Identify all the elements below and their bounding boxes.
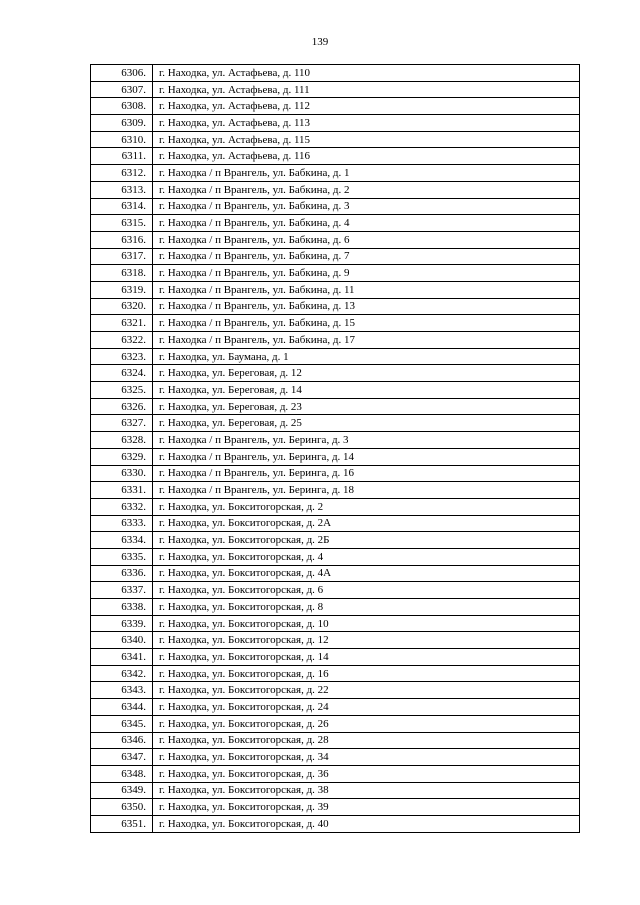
row-number: 6350.	[91, 799, 153, 816]
row-address: г. Находка / п Врангель, ул. Бабкина, д. 7	[153, 248, 580, 265]
row-number: 6336.	[91, 565, 153, 582]
row-number: 6323.	[91, 348, 153, 365]
row-address: г. Находка / п Врангель, ул. Бабкина, д. 3	[153, 198, 580, 215]
row-number: 6306.	[91, 65, 153, 82]
row-address: г. Находка / п Врангель, ул. Бабкина, д. 13	[153, 298, 580, 315]
row-address: г. Находка / п Врангель, ул. Беринга, д. 16	[153, 465, 580, 482]
row-address: г. Находка, ул. Астафьева, д. 112	[153, 98, 580, 115]
table-row	[91, 298, 580, 315]
row-address: г. Находка, ул. Бокситогорская, д. 2	[153, 498, 580, 515]
row-address: г. Находка / п Врангель, ул. Беринга, д. 14	[153, 448, 580, 465]
row-number: 6348.	[91, 765, 153, 782]
row-number: 6334.	[91, 532, 153, 549]
row-number: 6341.	[91, 649, 153, 666]
table-row	[91, 215, 580, 232]
row-address: г. Находка / п Врангель, ул. Бабкина, д. 17	[153, 332, 580, 349]
table-row	[91, 231, 580, 248]
row-address: г. Находка, ул. Астафьева, д. 116	[153, 148, 580, 165]
row-address: г. Находка, ул. Астафьева, д. 113	[153, 115, 580, 132]
row-number: 6309.	[91, 115, 153, 132]
table-row	[91, 582, 580, 599]
row-address: г. Находка / п Врангель, ул. Бабкина, д. 15	[153, 315, 580, 332]
table-row	[91, 448, 580, 465]
address-table	[90, 64, 580, 833]
table-row	[91, 131, 580, 148]
table-row	[91, 815, 580, 832]
row-number: 6335.	[91, 548, 153, 565]
row-number: 6338.	[91, 599, 153, 616]
table-row	[91, 632, 580, 649]
row-number: 6324.	[91, 365, 153, 382]
row-address: г. Находка, ул. Бокситогорская, д. 14	[153, 649, 580, 666]
row-number: 6343.	[91, 682, 153, 699]
row-address: г. Находка, ул. Бокситогорская, д. 36	[153, 765, 580, 782]
row-address: г. Находка, ул. Бокситогорская, д. 12	[153, 632, 580, 649]
table-row	[91, 599, 580, 616]
row-address: г. Находка, ул. Астафьева, д. 115	[153, 131, 580, 148]
table-row	[91, 281, 580, 298]
table-row	[91, 115, 580, 132]
row-address: г. Находка, ул. Бокситогорская, д. 26	[153, 715, 580, 732]
table-row	[91, 248, 580, 265]
row-address: г. Находка, ул. Бокситогорская, д. 38	[153, 782, 580, 799]
row-number: 6315.	[91, 215, 153, 232]
row-address: г. Находка / п Врангель, ул. Бабкина, д. 6	[153, 231, 580, 248]
row-number: 6325.	[91, 382, 153, 399]
row-address: г. Находка, ул. Бокситогорская, д. 8	[153, 599, 580, 616]
row-number: 6331.	[91, 482, 153, 499]
table-row	[91, 482, 580, 499]
table-row	[91, 365, 580, 382]
row-number: 6317.	[91, 248, 153, 265]
row-address: г. Находка, ул. Бокситогорская, д. 22	[153, 682, 580, 699]
table-row	[91, 782, 580, 799]
table-row	[91, 515, 580, 532]
row-number: 6308.	[91, 98, 153, 115]
page-number: 139	[311, 36, 329, 48]
row-address: г. Находка, ул. Бокситогорская, д. 2А	[153, 515, 580, 532]
table-row	[91, 148, 580, 165]
table-row	[91, 615, 580, 632]
table-row	[91, 332, 580, 349]
row-number: 6329.	[91, 448, 153, 465]
row-address: г. Находка / п Врангель, ул. Бабкина, д. 2	[153, 181, 580, 198]
row-number: 6314.	[91, 198, 153, 215]
row-number: 6344.	[91, 699, 153, 716]
row-address: г. Находка / п Врангель, ул. Беринга, д. 3	[153, 432, 580, 449]
row-number: 6327.	[91, 415, 153, 432]
row-number: 6320.	[91, 298, 153, 315]
table-row	[91, 732, 580, 749]
table-row	[91, 81, 580, 98]
row-number: 6326.	[91, 398, 153, 415]
row-address: г. Находка / п Врангель, ул. Бабкина, д. 11	[153, 281, 580, 298]
table-row	[91, 649, 580, 666]
row-address: г. Находка, ул. Бокситогорская, д. 40	[153, 815, 580, 832]
row-address: г. Находка, ул. Бокситогорская, д. 39	[153, 799, 580, 816]
table-row	[91, 315, 580, 332]
row-number: 6349.	[91, 782, 153, 799]
table-row	[91, 765, 580, 782]
row-number: 6328.	[91, 432, 153, 449]
table-row	[91, 665, 580, 682]
row-address: г. Находка, ул. Береговая, д. 12	[153, 365, 580, 382]
table-row	[91, 415, 580, 432]
row-address: г. Находка, ул. Бокситогорская, д. 10	[153, 615, 580, 632]
row-address: г. Находка, ул. Береговая, д. 14	[153, 382, 580, 399]
table-row	[91, 682, 580, 699]
row-number: 6313.	[91, 181, 153, 198]
table-row	[91, 465, 580, 482]
table-row	[91, 348, 580, 365]
row-number: 6347.	[91, 749, 153, 766]
table-row	[91, 382, 580, 399]
table-row	[91, 265, 580, 282]
row-address: г. Находка / п Врангель, ул. Бабкина, д. 9	[153, 265, 580, 282]
row-address: г. Находка, ул. Бокситогорская, д. 34	[153, 749, 580, 766]
table-row	[91, 165, 580, 182]
row-address: г. Находка / п Врангель, ул. Бабкина, д. 4	[153, 215, 580, 232]
row-number: 6333.	[91, 515, 153, 532]
row-number: 6339.	[91, 615, 153, 632]
row-number: 6311.	[91, 148, 153, 165]
table-row	[91, 699, 580, 716]
row-number: 6332.	[91, 498, 153, 515]
row-number: 6330.	[91, 465, 153, 482]
row-number: 6342.	[91, 665, 153, 682]
table-row	[91, 498, 580, 515]
row-number: 6319.	[91, 281, 153, 298]
table-row	[91, 65, 580, 82]
row-address: г. Находка, ул. Бокситогорская, д. 6	[153, 582, 580, 599]
row-address: г. Находка / п Врангель, ул. Беринга, д. 18	[153, 482, 580, 499]
row-address: г. Находка / п Врангель, ул. Бабкина, д. 1	[153, 165, 580, 182]
row-number: 6351.	[91, 815, 153, 832]
row-number: 6307.	[91, 81, 153, 98]
table-row	[91, 398, 580, 415]
address-table-body	[91, 65, 580, 833]
row-number: 6321.	[91, 315, 153, 332]
table-row	[91, 799, 580, 816]
row-address: г. Находка, ул. Бокситогорская, д. 28	[153, 732, 580, 749]
row-address: г. Находка, ул. Бокситогорская, д. 24	[153, 699, 580, 716]
row-address: г. Находка, ул. Баумана, д. 1	[153, 348, 580, 365]
table-row	[91, 98, 580, 115]
row-number: 6345.	[91, 715, 153, 732]
row-number: 6310.	[91, 131, 153, 148]
row-address: г. Находка, ул. Береговая, д. 23	[153, 398, 580, 415]
table-row	[91, 715, 580, 732]
table-row	[91, 532, 580, 549]
row-number: 6318.	[91, 265, 153, 282]
row-address: г. Находка, ул. Бокситогорская, д. 4А	[153, 565, 580, 582]
table-row	[91, 432, 580, 449]
row-address: г. Находка, ул. Астафьева, д. 110	[153, 65, 580, 82]
row-address: г. Находка, ул. Бокситогорская, д. 4	[153, 548, 580, 565]
row-address: г. Находка, ул. Бокситогорская, д. 16	[153, 665, 580, 682]
table-row	[91, 181, 580, 198]
row-number: 6340.	[91, 632, 153, 649]
row-address: г. Находка, ул. Береговая, д. 25	[153, 415, 580, 432]
row-number: 6316.	[91, 231, 153, 248]
row-number: 6312.	[91, 165, 153, 182]
row-number: 6337.	[91, 582, 153, 599]
table-row	[91, 749, 580, 766]
table-row	[91, 565, 580, 582]
row-number: 6346.	[91, 732, 153, 749]
row-number: 6322.	[91, 332, 153, 349]
table-row	[91, 548, 580, 565]
table-row	[91, 198, 580, 215]
row-address: г. Находка, ул. Бокситогорская, д. 2Б	[153, 532, 580, 549]
row-address: г. Находка, ул. Астафьева, д. 111	[153, 81, 580, 98]
